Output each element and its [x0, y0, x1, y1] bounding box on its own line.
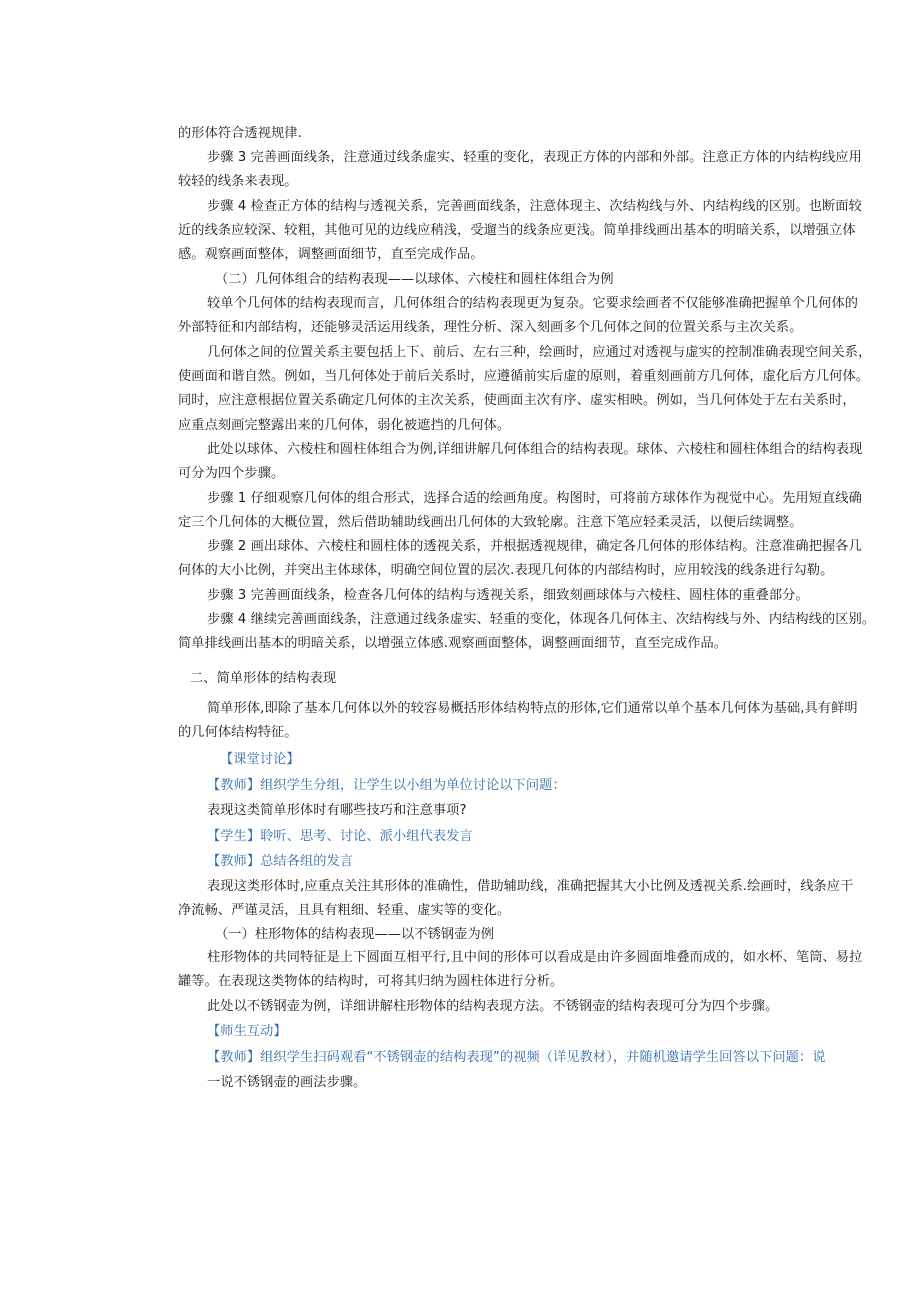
paragraph-line: 较轻的线条来表现。 — [178, 174, 298, 189]
paragraph-line: 简单排线画出基本的明暗关系，以增强立体感.观察画面整体，调整画面细节，直至完成作品。 — [178, 636, 728, 651]
paragraph-line: 步骤 4 继续完善画面线条，注意通过线条虚实、轻重的变化，体现各几何体主、次结构线与外、内结构线的区别。 — [207, 612, 876, 627]
interaction-label: 【师生互动】 — [207, 1024, 287, 1039]
teacher-line: 【教师】总结各组的发言 — [207, 854, 354, 869]
paragraph-line: 使画面和谐自然。例如，当几何体处于前后关系时，应遵循前实后虚的原则，着重刻画前方几何体，虚化后方几何体。 — [178, 369, 869, 384]
paragraph-line: 应重点刻画完整露出来的几何体，弱化被遮挡的几何体。 — [178, 418, 511, 433]
section-heading: （一）柱形物体的结构表现——以不锈钢壶为例 — [215, 927, 495, 942]
paragraph-line: 近的线条应较深、较粗，其他可见的边线应稍浅，受遛当的线条应更浅。简单排线画出基本的明暗关系，以增强立体 — [178, 223, 856, 238]
paragraph-line: 简单形体,即除了基本几何体以外的较容易概括形体结构特点的形体,它们通常以单个基本几何体为基础,具有鲜明 — [207, 701, 858, 716]
paragraph-line: 此处以球体、六棱柱和圆柱体组合为例,详细讲解几何体组合的结构表现。球体、六棱柱和圆柱体组合的结构表现 — [207, 442, 863, 457]
paragraph-line: 外部特征和内部结构，还能够灵活运用线条，理性分析、深入刻画多个几何体之间的位置关系与主次关系。 — [178, 320, 803, 335]
paragraph-line: 净流畅、严谨灵活，且具有粗细、轻重、虚实等的变化。 — [178, 903, 511, 918]
paragraph-line: 何体的大小比例，并突出主体球体，明确空间位置的层次.表现几何体的内部结构时，应用较浅的线条进行勾勒。 — [178, 563, 834, 578]
paragraph-line: 感。观察画面整体，调整画面细节，直至完成作品。 — [178, 247, 484, 262]
paragraph-line: 此处以不锈钢壶为例，详细讲解柱形物体的结构表现方法。不锈钢壶的结构表现可分为四个步骤。 — [207, 999, 779, 1014]
paragraph-line: 的形体符合透视规律. — [178, 126, 302, 141]
paragraph-line: 步骤 3 完善画面线条，检查各几何体的结构与透视关系，细致刻画球体与六棱柱、圆柱体的重叠部分。 — [207, 588, 809, 603]
paragraph-line: 罐等。在表现这类物体的结构时，可将其归纳为圆柱体进行分析。 — [178, 974, 564, 989]
paragraph-line: 几何体之间的位置关系主要包括上下、前后、左右三种，绘画时，应通过对透视与虚实的控制准确表现空间关系， — [207, 345, 872, 360]
discussion-label: 【课堂讨论】 — [220, 752, 300, 767]
paragraph-line: 的几何体结构特征。 — [178, 725, 298, 740]
student-line: 【学生】聆听、思考、讨论、派小组代表发言 — [207, 829, 473, 844]
paragraph-line: 步骤 2 画出球体、六棱柱和圆柱体的透视关系，并根据透视规律，确定各几何体的形体结构。注意准确把握各几 — [207, 539, 862, 554]
teacher-line: 【教师】组织学生分组，让学生以小组为单位讨论以下问题： — [207, 778, 566, 793]
paragraph-line: 一说不锈钢壶的画法步骤。 — [207, 1075, 367, 1090]
paragraph-line: 柱形物体的共同特征是上下圆面互相平行,且中间的形体可以看成是由许多圆面堆叠而成的，如水杯、笔筒、易拉 — [207, 950, 863, 965]
paragraph-line: 表现这类简单形体时有哪些技巧和注意事项? — [207, 803, 467, 818]
paragraph-line: 表现这类形体时,应重点关注其形体的准确性，借助辅助线，准确把握其大小比例及透视关系.绘画时，线条应干 — [207, 879, 854, 894]
section-heading: （二）几何体组合的结构表现——以球体、六棱柱和圆柱体组合为例 — [215, 272, 614, 287]
paragraph-line: 步骤 4 检查正方体的结构与透视关系，完善画面线条，注意体现主、次结构线与外、内结构线的区别。也断面较 — [207, 199, 862, 214]
paragraph-line: 较单个几何体的结构表现而言，几何体组合的结构表现更为复杂。它要求绘画者不仅能够准确把握单个几何体的 — [207, 296, 859, 311]
paragraph-line: 步骤 3 完善画面线条，注意通过线条虚实、轻重的变化，表现正方体的内部和外部。注意正方体的内结构线应用 — [207, 150, 862, 165]
paragraph-line: 同时，应注意根据位置关系确定几何体的主次关系，使画面主次有序、虚实相映。例如，当几何体处于左右关系时， — [178, 393, 856, 408]
teacher-line: 【教师】组织学生扫码观看“不锈钢壶的结构表现”的视频（详见教材），并随机邀请学生回答以下问题：说 — [207, 1050, 826, 1065]
paragraph-line: 可分为四个步骤。 — [178, 466, 285, 481]
paragraph-line: 定三个几何体的大概位置，然后借助辅助线画出几何体的大致轮廓。注意下笔应轻柔灵活，以便后续调整。 — [178, 515, 803, 530]
section-heading: 二、简单形体的结构表现 — [190, 671, 337, 686]
paragraph-line: 步骤 1 仔细观察几何体的组合形式，选择合适的绘画角度。构图时，可将前方球体作为视觉中心。先用短直线确 — [207, 491, 862, 506]
